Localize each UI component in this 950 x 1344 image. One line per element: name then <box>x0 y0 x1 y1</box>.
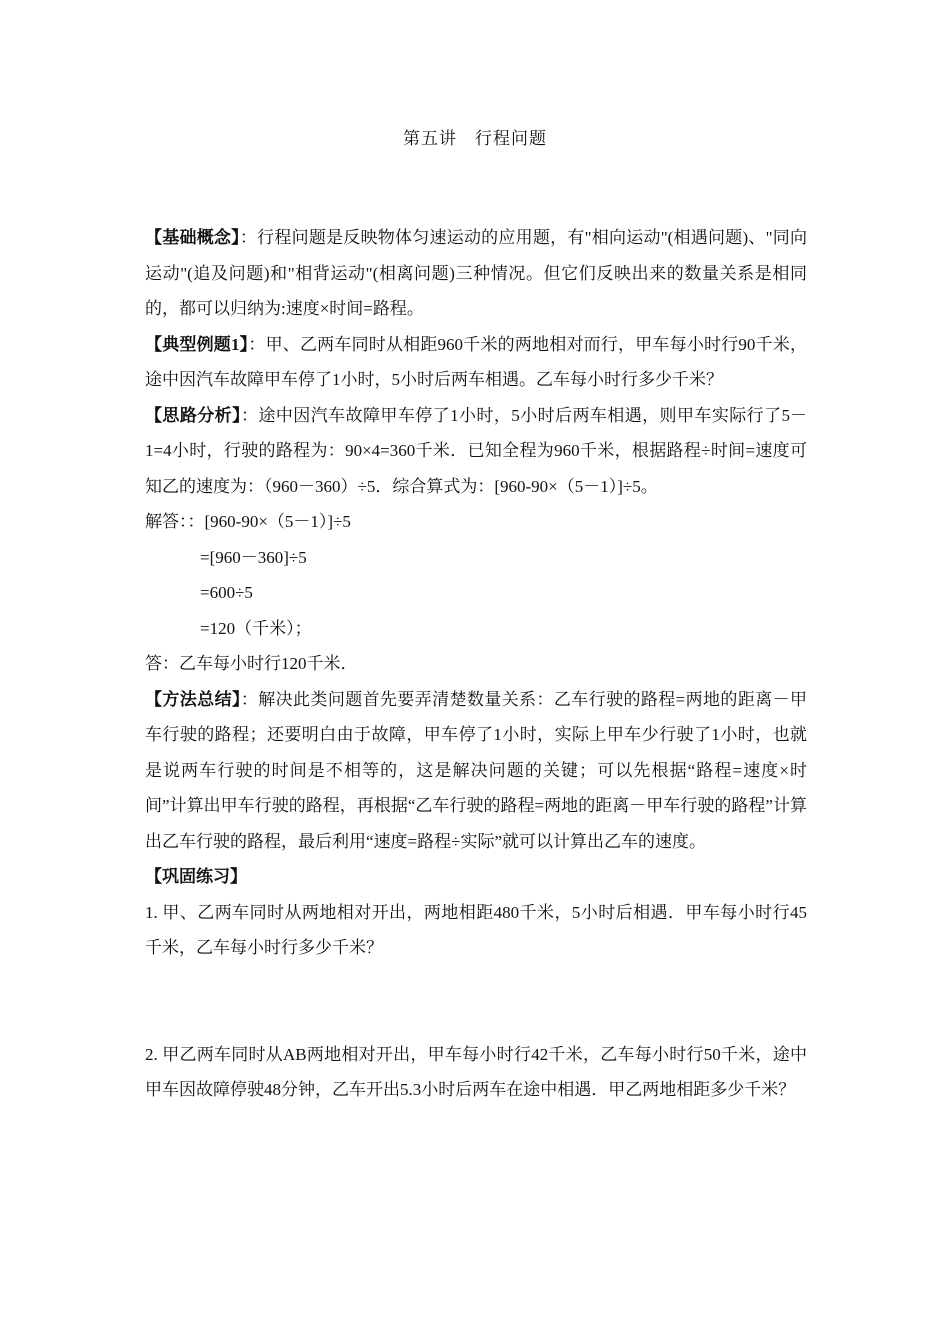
document-body <box>145 220 807 1108</box>
analysis-label: 【思路分析】 <box>145 405 242 425</box>
method-text: ：解决此类问题首先要弄清楚数量关系：乙车行驶的路程=两地的距离－甲车行驶的路程；还要明白由于故障，甲车停了1小时，实际上甲车少行驶了1小时，也就是说两车行驶的时间是不相等的，这是解决问题的关键；可以先根据“路程=速度×时间”计算出甲车行驶的路程，再根据“乙车行驶的路程=两地的距离－甲车行驶的路程”计算出乙车行驶的路程，最后利用“速度=路程÷实际”就可以计算出乙车的速度。 <box>145 689 807 851</box>
method-paragraph <box>145 682 807 860</box>
solution-answer: 答：乙车每小时行120千米． <box>145 654 358 673</box>
solution-lead: 解答：：[960-90×（5－1）]÷5 <box>145 512 351 531</box>
solution-step-2: =600÷5 <box>200 583 253 602</box>
practice-question-2: 2. 甲乙两车同时从AB两地相对开出，甲车每小时行42千米，乙车每小时行50千米，途中甲车因故障停驶48分钟，乙车开出5.3小时后两车在途中相遇．甲乙两地相距多少千米？ <box>145 1044 807 1099</box>
practice-label: 【巩固练习】 <box>145 867 247 886</box>
page-title: 第五讲 行程问题 <box>403 129 547 148</box>
answer-space <box>145 966 807 1037</box>
solution-step-1: =[960－360]÷5 <box>200 547 307 567</box>
analysis-paragraph <box>145 398 807 505</box>
example1-label: 【典型例题1】 <box>145 334 249 354</box>
method-label: 【方法总结】 <box>145 689 241 709</box>
example1-paragraph <box>145 327 807 398</box>
basic-concept-text: ：行程问题是反映物体匀速运动的应用题，有"相向运动"(相遇问题)、"同向运动"(追及问题)和"相背运动"(相离问题)三种情况。但它们反映出来的数量关系是相同的，都可以归纳为:速度×时间=路程。 <box>145 228 808 318</box>
practice-question-1: 1. 甲、乙两车同时从两地相对开出，两地相距480千米，5小时后相遇．甲车每小时行45千米，乙车每小时行多少千米？ <box>145 902 807 957</box>
basic-concept-label: 【基础概念】 <box>145 228 240 247</box>
basic-concept-paragraph <box>145 220 807 327</box>
solution-step-3: =120（千米）； <box>200 618 312 638</box>
example1-text: ：甲、乙两车同时从相距960千米的两地相对而行，甲车每小时行90千米，途中因汽车故障甲车停了1小时，5小时后两车相遇。乙车每小时行多少千米？ <box>145 334 808 389</box>
analysis-text: ：途中因汽车故障甲车停了1小时，5小时后两车相遇，则甲车实际行了5－1=4小时，行驶的路程为：90×4=360千米．已知全程为960千米，根据路程÷时间=速度可知乙的速度为：（960－360）÷5．综合算式为：[960-90×（5－1）]÷5。 <box>145 405 808 496</box>
